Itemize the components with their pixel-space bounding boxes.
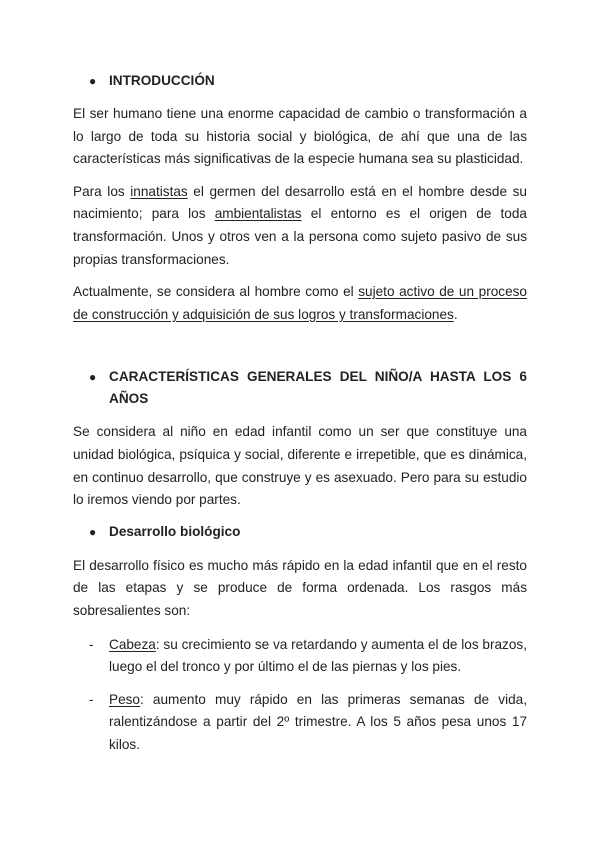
bullet-icon: ●	[89, 370, 97, 385]
text-span: : su crecimiento se va retardando y aumenta el de los brazos, luego el del tronco y por último el de las piernas y los pies.	[109, 636, 527, 675]
term-ambientalistas: ambientalistas	[214, 206, 302, 222]
heading-introduccion	[89, 70, 527, 92]
heading-text: Desarrollo biológico	[109, 523, 241, 539]
intro-paragraph-2	[73, 181, 527, 271]
document-body	[73, 66, 527, 756]
text-span: el germen del desarrollo está en el hombre desde su nacimiento; para los	[73, 183, 527, 222]
dash-marker: -	[89, 691, 94, 707]
text-span: el entorno es el origen de toda transformación. Unos y otros ven a la persona como sujeto pasivo de sus propias transformaciones.	[73, 206, 527, 267]
biological-list	[73, 634, 527, 757]
text-span: Actualmente, se considera al hombre como el	[73, 284, 359, 300]
heading-desarrollo-biologico	[89, 521, 527, 543]
list-item-text	[109, 634, 527, 679]
term-innatistas: innatistas	[130, 183, 188, 199]
text-span: Para los	[73, 183, 131, 199]
list-item	[73, 634, 527, 679]
heading-text: INTRODUCCIÓN	[109, 73, 215, 88]
term-sujeto-activo: sujeto activo de un proceso de construcción y adquisición de sus logros y transformaciones	[73, 284, 527, 322]
bullet-icon: ●	[89, 524, 97, 539]
characteristics-paragraph-1: Se considera al niño en edad infantil como un ser que constituye una unidad biológica, psíquica y social, diferente e irrepetible, que es dinámica, en continuo desarrollo, que construye y es asexuado. Pero para su estudio lo iremos viendo por partes.	[73, 424, 527, 508]
bullet-icon: ●	[89, 74, 97, 88]
term-peso: Peso	[109, 691, 140, 707]
dash-marker: -	[89, 636, 94, 652]
term-cabeza: Cabeza	[109, 636, 156, 652]
intro-paragraph-1: El ser humano tiene una enorme capacidad de cambio o transformación a lo largo de toda su historia social y biológica, de ahí que una de las características más significativas de la especie humana sea su plasticidad.	[73, 106, 527, 167]
biological-paragraph-1: El desarrollo físico es mucho más rápido en la edad infantil que en el resto de las etapas y se produce de forma ordenada. Los rasgos más sobresalientes son:	[73, 557, 527, 618]
list-item-text	[109, 689, 527, 757]
intro-paragraph-3	[73, 281, 527, 326]
heading-text: CARACTERÍSTICAS GENERALES DEL NIÑO/A HASTA LOS 6 AÑOS	[109, 369, 527, 407]
text-span: : aumento muy rápido en las primeras semanas de vida, ralentizándose a partir del 2º trimestre. A los 5 años pesa unos 17 kilos.	[109, 691, 527, 752]
heading-caracteristicas	[89, 366, 527, 410]
list-item	[73, 689, 527, 757]
text-span: .	[453, 306, 458, 322]
